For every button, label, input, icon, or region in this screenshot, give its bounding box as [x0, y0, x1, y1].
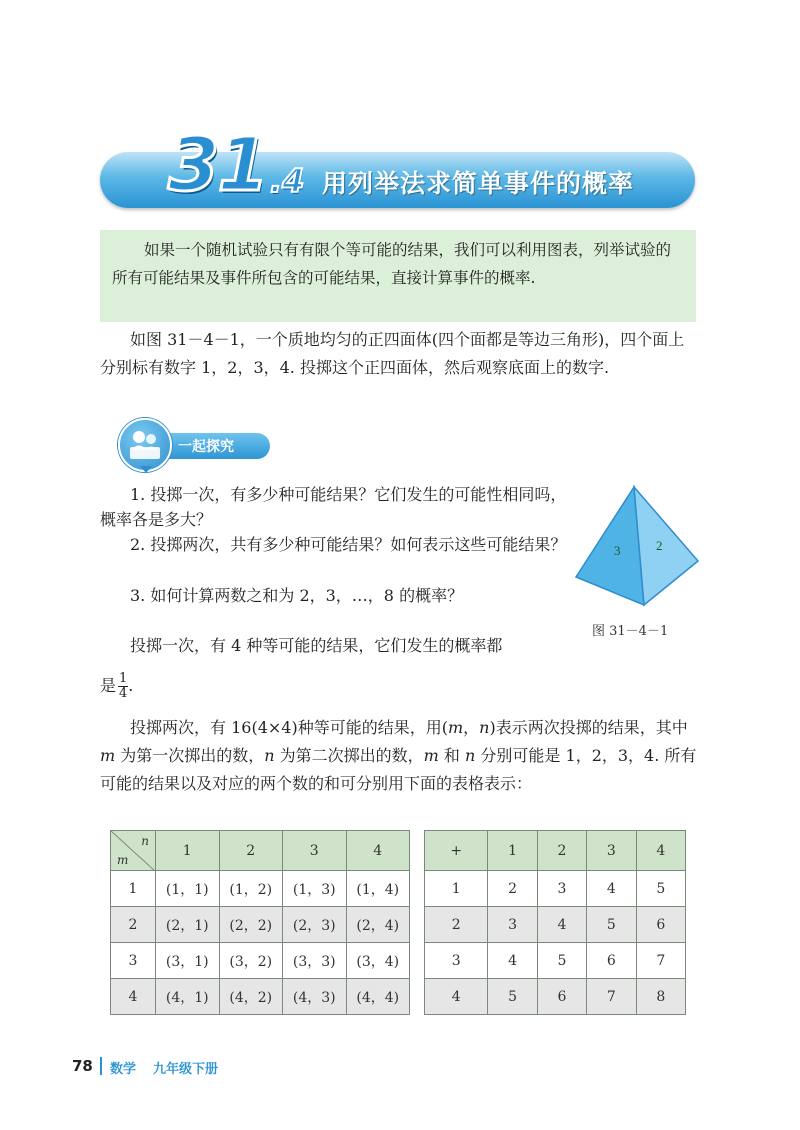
table-cell: (3，3) — [283, 943, 347, 979]
table-cell: (3，1) — [156, 943, 220, 979]
row-label: 1 — [425, 871, 488, 907]
table-cell: (1，3) — [283, 871, 347, 907]
fraction-one-quarter — [118, 672, 128, 701]
table-row — [425, 871, 686, 907]
row-label: 3 — [111, 943, 156, 979]
table-cell: 5 — [636, 871, 685, 907]
table-cell: (4，1) — [156, 979, 220, 1015]
table-cell: 4 — [488, 943, 537, 979]
tetrahedron-left-face — [576, 487, 644, 605]
tetrahedron-figure — [574, 485, 704, 610]
intro-paragraph — [100, 326, 700, 382]
table-cell: (3，2) — [219, 943, 283, 979]
answer-two-seg: )表示两次投掷的结果，其中 — [489, 718, 688, 737]
outcomes-header-cell: 4 — [346, 831, 410, 871]
outcomes-header-cell: 1 — [156, 831, 220, 871]
table-cell: 6 — [636, 907, 685, 943]
table-cell: (1，2) — [219, 871, 283, 907]
row-label: 1 — [111, 871, 156, 907]
answer-two-paragraph — [100, 714, 700, 798]
table-cell: (2，3) — [283, 907, 347, 943]
row-label: 3 — [425, 943, 488, 979]
table-cell: (4，3) — [283, 979, 347, 1015]
definition-text: 如果一个随机试验只有有限个等可能的结果，我们可以利用图表，列举试验的所有可能结果及事件所包含的可能结果，直接计算事件的概率. — [112, 241, 672, 287]
table-cell: 6 — [537, 979, 586, 1015]
question-2-text: 2. 投掷两次，共有多少种可能结果？如何表示这些可能结果？ — [130, 535, 567, 554]
table-row — [425, 979, 686, 1015]
answer-two-seg: 为第二次掷出的数， — [274, 746, 424, 765]
section-title: 用列举法求简单事件的概率 — [322, 169, 635, 198]
answer-one-prefix: 是 — [100, 676, 117, 695]
table-row — [111, 907, 410, 943]
section-sub-number: .4 — [270, 162, 305, 200]
question-1-text: 1. 投掷一次，有多少种可能结果？它们发生的可能性相同吗，概率各是多大？ — [100, 485, 567, 529]
table-cell: 7 — [636, 943, 685, 979]
sums-header-row — [425, 831, 686, 871]
explore-label: 一起探究 — [178, 439, 234, 455]
table-cell: (4，2) — [219, 979, 283, 1015]
table-cell: 5 — [587, 907, 636, 943]
explore-people-icon — [118, 418, 172, 472]
sums-corner-cell: + — [425, 831, 488, 871]
row-label: 2 — [425, 907, 488, 943]
answer-one-paragraph — [100, 632, 570, 660]
table-cell: 2 — [488, 871, 537, 907]
table-cell: (3，4) — [346, 943, 410, 979]
face-label-right: 2 — [656, 538, 663, 553]
table-cell: 8 — [636, 979, 685, 1015]
outcomes-table — [110, 830, 410, 1015]
var-m: m — [447, 718, 464, 737]
table-row — [425, 943, 686, 979]
table-cell: (1，1) — [156, 871, 220, 907]
fraction-denominator: 4 — [119, 686, 128, 701]
var-m: m — [423, 746, 439, 765]
table-cell: (2，2) — [219, 907, 283, 943]
corner-m-label: m — [117, 853, 129, 867]
table-cell: 5 — [537, 943, 586, 979]
sums-header-cell: 2 — [537, 831, 586, 871]
explore-pointer-icon — [140, 466, 152, 473]
var-m: m — [100, 746, 116, 765]
table-cell: 7 — [587, 979, 636, 1015]
question-3 — [100, 583, 570, 608]
sums-header-cell: 4 — [636, 831, 685, 871]
outcomes-corner-cell — [111, 831, 156, 871]
table-cell: (2，1) — [156, 907, 220, 943]
answer-one-suffix: . — [128, 676, 134, 695]
answer-two-seg: 为第一次掷出的数， — [115, 746, 265, 765]
answer-two-seg: 和 — [438, 746, 466, 765]
definition-box — [100, 230, 696, 322]
table-row — [111, 979, 410, 1015]
table-row — [425, 907, 686, 943]
table-row — [111, 871, 410, 907]
figure-caption: 图 31－4－1 — [592, 624, 669, 639]
row-label: 2 — [111, 907, 156, 943]
outcomes-header-cell: 3 — [283, 831, 347, 871]
footer-book-title: 数学 — [110, 1062, 137, 1077]
row-label: 4 — [425, 979, 488, 1015]
table-cell: (4，4) — [346, 979, 410, 1015]
tetrahedron-right-face — [634, 487, 698, 605]
answer-one-tail — [100, 672, 133, 701]
answer-two-seg: 分别可能是 1，2，3，4. 所有可能的结果以及对应的两个数的和可分别用下面的表格表示： — [100, 746, 697, 793]
table-cell: 4 — [587, 871, 636, 907]
intro-text: 如图 31－4－1，一个质地均匀的正四面体(四个面都是等边三角形)，四个面上分别标有数字 1，2，3，4. 投掷这个正四面体，然后观察底面上的数字. — [100, 330, 685, 377]
table-cell: (2，4) — [346, 907, 410, 943]
question-2 — [100, 532, 570, 557]
var-n: n — [264, 746, 275, 765]
table-cell: (1，4) — [346, 871, 410, 907]
table-cell: 5 — [488, 979, 537, 1015]
answer-one-text: 投掷一次，有 4 种等可能的结果，它们发生的概率都 — [130, 636, 503, 655]
page-number: 78 — [72, 1057, 93, 1075]
table-cell: 3 — [488, 907, 537, 943]
sums-table — [424, 830, 686, 1015]
question-3-text: 3. 如何计算两数之和为 2，3，…，8 的概率？ — [130, 586, 464, 605]
fraction-numerator: 1 — [119, 671, 128, 686]
table-cell: 4 — [537, 907, 586, 943]
var-n: n — [479, 718, 490, 737]
sums-header-cell: 3 — [587, 831, 636, 871]
footer-divider — [100, 1057, 102, 1075]
table-cell: 3 — [537, 871, 586, 907]
var-n: n — [465, 746, 476, 765]
question-1 — [100, 482, 570, 532]
outcomes-header-cell: 2 — [219, 831, 283, 871]
footer-grade: 九年级下册 — [153, 1062, 219, 1077]
table-row — [111, 943, 410, 979]
sums-header-cell: 1 — [488, 831, 537, 871]
corner-n-label: n — [141, 834, 149, 848]
answer-two-seg: 投掷两次，有 16(4×4)种等可能的结果，用( — [130, 718, 448, 737]
face-label-left: 3 — [614, 543, 621, 558]
outcomes-header-row — [111, 831, 410, 871]
section-number: 31 — [168, 122, 267, 208]
table-cell: 6 — [587, 943, 636, 979]
answer-two-seg: ， — [463, 718, 480, 737]
row-label: 4 — [111, 979, 156, 1015]
